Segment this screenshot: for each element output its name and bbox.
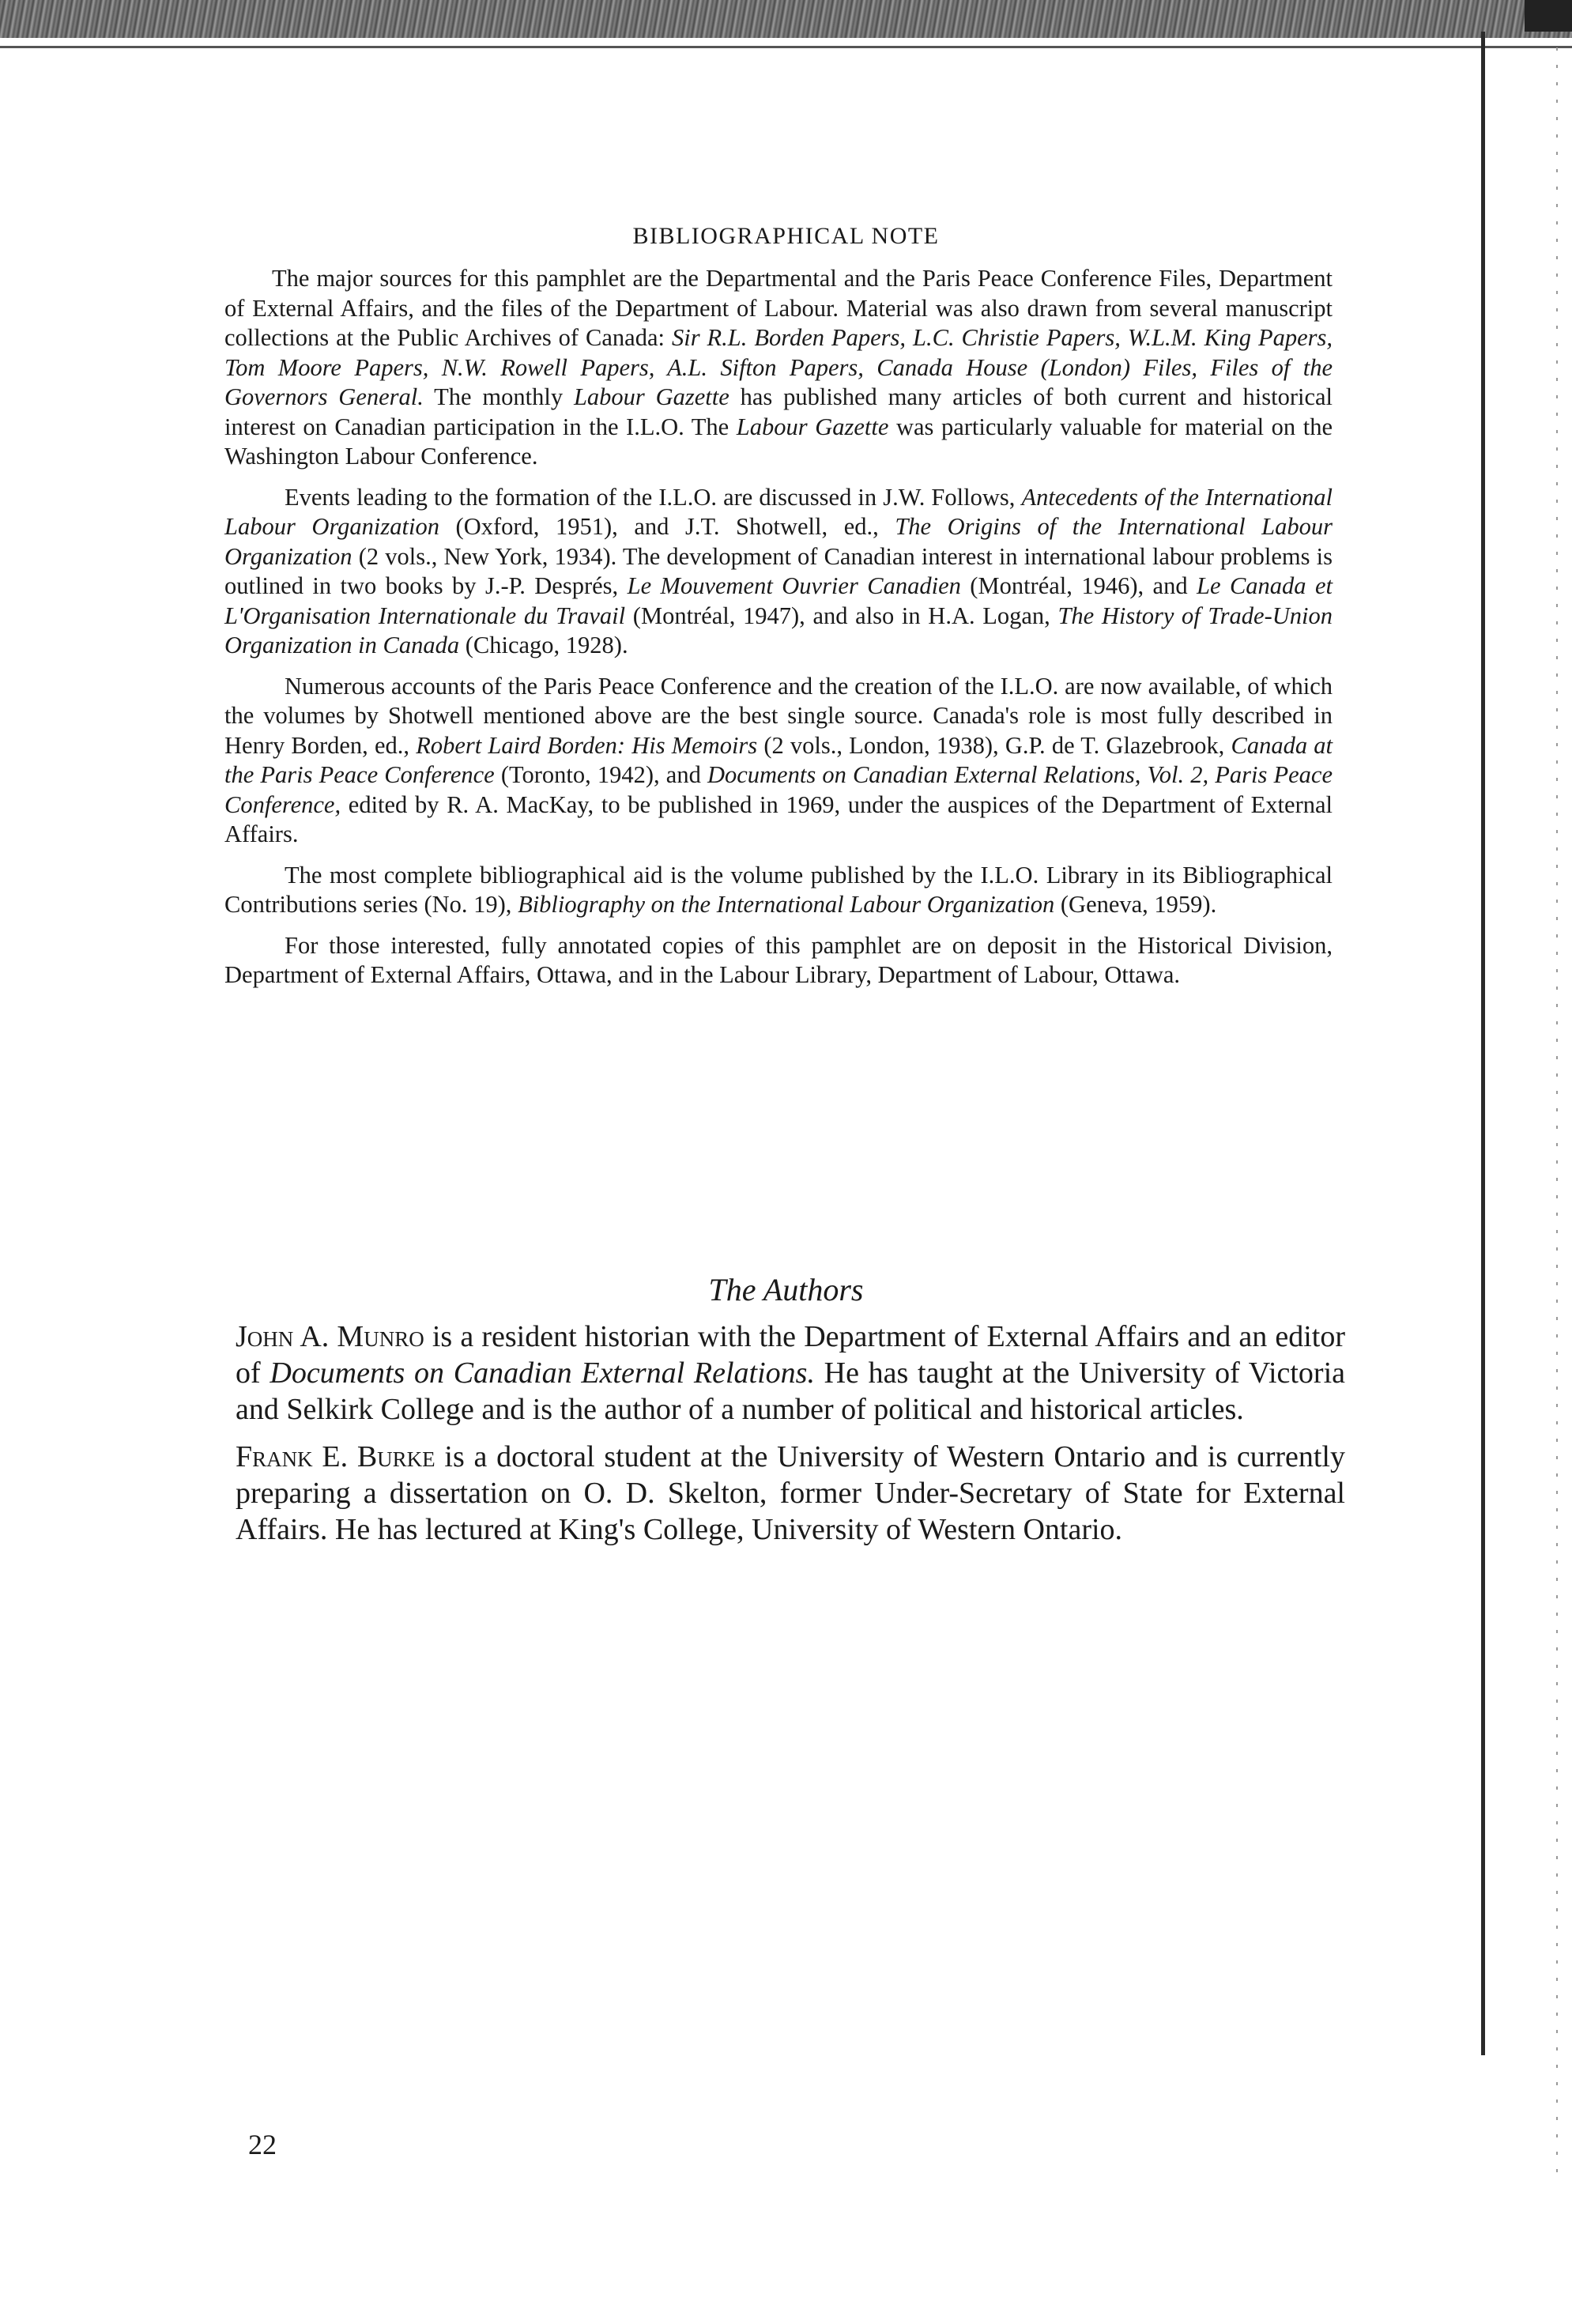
labour-gazette-title: Labour Gazette bbox=[736, 413, 889, 440]
book-title: Le Canada et L'Organisation Internationale du Travail bbox=[224, 572, 1333, 629]
scan-right-edge bbox=[1481, 32, 1485, 2055]
bibliographical-note-body bbox=[224, 264, 1333, 1002]
authors-heading: The Authors bbox=[708, 1272, 864, 1307]
book-title: Documents on Canadian External Relations, Vol. 2, Paris Peace Conference, bbox=[224, 761, 1333, 818]
bibliography-paragraph-3: Numerous accounts of the Paris Peace Conference and the creation of the I.L.O. are now available, of which the volumes by Shotwell mentioned above are the best single source. Canada's role is most fully described in Henry Borden, ed., Robert Laird Borden: His Memoirs (2 vols., London, 1938), G.P. de T. Glazebrook, Canada at the Paris Peace Conference (Toronto, 1942), and Documents on Canadian External Relations, Vol. 2, Paris Peace Conference, edited by R. A. MacKay, to be published in 1969, under the auspices of the Department of External Affairs. bbox=[224, 672, 1333, 847]
scan-corner-shadow bbox=[1525, 0, 1572, 32]
scan-top-edge bbox=[0, 0, 1572, 38]
author-burke-bio: Frank E. Burke is a doctoral student at the University of Western Ontario and is currently preparing a dissertation on O. D. Skelton, former Under-Secretary of State for External Affairs. He has lectured at King's College, University of Western Ontario. bbox=[236, 1440, 1345, 1546]
book-title: The Origins of the International Labour Organization bbox=[224, 513, 1333, 570]
page-number: 22 bbox=[248, 2129, 277, 2160]
bibliography-paragraph-1: The major sources for this pamphlet are the Departmental and the Paris Peace Conference Files, Department of External Affairs, and the files of the Department of Labour. Material was also drawn from several manuscript collections at the Public Archives of Canada: Sir R.L. Borden Papers, L.C. Christie Papers, W.L.M. King Papers, Tom Moore Papers, N.W. Rowell Papers, A.L. Sifton Papers, Canada House (London) Files, Files of the Governors General. The monthly Labour Gazette has published many articles of both current and historical interest on Canadian participation in the I.L.O. The Labour Gazette was particularly valuable for material on the Washington Labour Conference. bbox=[224, 265, 1333, 470]
book-title: Le Mouvement Ouvrier Canadien bbox=[627, 572, 961, 599]
bibliographical-note-heading: BIBLIOGRAPHICAL NOTE bbox=[632, 223, 940, 249]
author-name: Frank E. Burke bbox=[236, 1440, 435, 1473]
manuscript-collections: Sir R.L. Borden Papers, L.C. Christie Papers, W.L.M. King Papers, Tom Moore Papers, N.W. Rowell Papers, A.L. Sifton Papers, Canada House (London) Files, Files of the Governors General. bbox=[224, 324, 1333, 410]
labour-gazette-title: Labour Gazette bbox=[573, 383, 729, 410]
bibliography-paragraph-2: Events leading to the formation of the I.L.O. are discussed in J.W. Follows, Antecedents of the International Labour Organization (Oxford, 1951), and J.T. Shotwell, ed., The Origins of the International Labour Organization (2 vols., New York, 1934). The development of Canadian interest in international labour problems is outlined in two books by J.-P. Després, Le Mouvement Ouvrier Canadien (Montréal, 1946), and Le Canada et L'Organisation Internationale du Travail (Montréal, 1947), and also in H.A. Logan, The History of Trade-Union Organization in Canada (Chicago, 1928). bbox=[224, 483, 1333, 658]
bibliography-paragraph-5: For those interested, fully annotated copies of this pamphlet are on deposit in the Historical Division, Department of External Affairs, Ottawa, and in the Labour Library, Department of Labour, Ottawa. bbox=[224, 931, 1333, 988]
book-title: Bibliography on the International Labour Organization bbox=[518, 891, 1055, 918]
author-name: John A. Munro bbox=[236, 1320, 424, 1353]
scan-right-dots bbox=[1556, 47, 1558, 2182]
authors-body bbox=[236, 1319, 1345, 1559]
bibliography-paragraph-4: The most complete bibliographical aid is the volume published by the I.L.O. Library in its Bibliographical Contributions series (No. 19), Bibliography on the International Labour Organization (Geneva, 1959). bbox=[224, 861, 1333, 918]
scan-top-rule bbox=[0, 46, 1572, 48]
book-title: Robert Laird Borden: His Memoirs bbox=[416, 731, 758, 759]
book-title: The History of Trade-Union Organization in Canada bbox=[224, 602, 1333, 658]
book-title: Antecedents of the International Labour Organization bbox=[224, 483, 1333, 540]
author-munro-bio: John A. Munro is a resident historian with the Department of External Affairs and an editor of Documents on Canadian External Relations. He has taught at the University of Victoria and Selkirk College and is the author of a number of political and historical articles. bbox=[236, 1320, 1346, 1426]
book-title: Canada at the Paris Peace Conference bbox=[224, 731, 1333, 788]
book-title: Documents on Canadian External Relations. bbox=[270, 1356, 815, 1390]
